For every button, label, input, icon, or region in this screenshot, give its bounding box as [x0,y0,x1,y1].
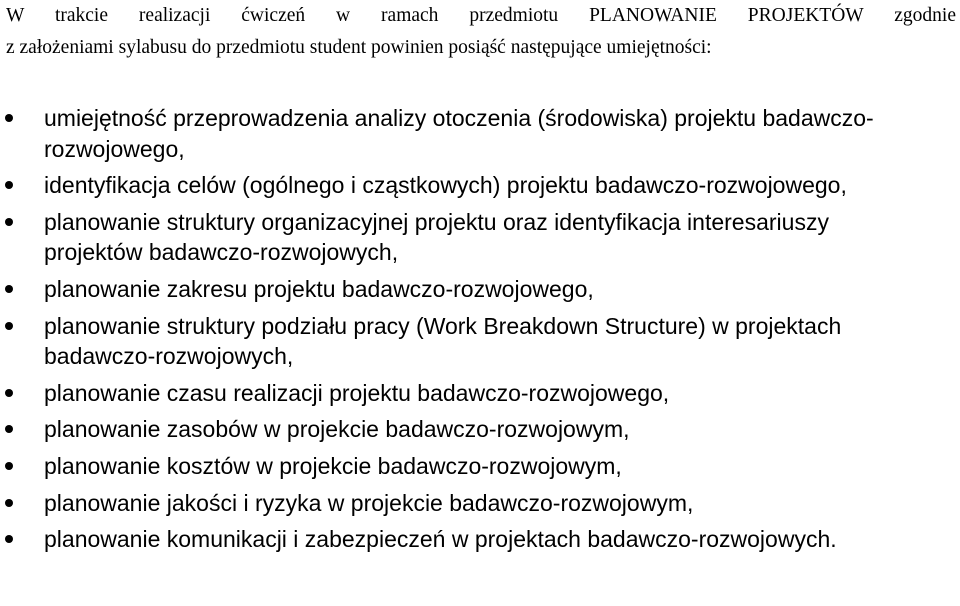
list-item-text: planowanie struktury organizacyjnej projektu oraz identyfikacja interesariuszy projektów badawczo-rozwojowych, [44,208,829,266]
list-item [0,378,924,409]
bullet-icon [5,462,13,470]
list-item [0,488,924,519]
bullet-icon [5,285,13,293]
bullet-icon [5,181,13,189]
bullet-icon [5,114,13,122]
bullet-icon [5,425,13,433]
list-item-text: planowanie kosztów w projekcie badawczo-rozwojowym, [44,452,622,479]
bullet-icon [5,389,13,397]
list-item-text: planowanie zakresu projektu badawczo-rozwojowego, [44,275,594,302]
intro-paragraph [6,0,956,64]
bullet-icon [5,499,13,507]
list-item [0,451,924,482]
bullet-icon [5,535,13,543]
list-item [0,524,924,555]
list-item [0,414,924,445]
list-item [0,311,924,372]
intro-line-1: W trakcie realizacji ćwiczeń w ramach przedmiotu PLANOWANIE PROJEKTÓW zgodnie [6,5,956,26]
intro-line-2: z założeniami sylabusu do przedmiotu student powinien posiąść następujące umiejętności: [6,37,712,58]
list-item-text: umiejętność przeprowadzenia analizy otoczenia (środowiska) projektu badawczo-rozwojowego, [44,105,874,162]
skills-list [0,103,960,561]
list-item-text: planowanie czasu realizacji projektu badawczo-rozwojowego, [44,379,670,406]
list-item-text: planowanie jakości i ryzyka w projekcie badawczo-rozwojowym, [44,489,694,516]
list-item-text: planowanie zasobów w projekcie badawczo-rozwojowym, [44,416,630,443]
bullet-icon [5,218,13,226]
list-item-text: identyfikacja celów (ogólnego i cząstkowych) projektu badawczo-rozwojowego, [44,172,847,199]
list-item [0,170,924,201]
bullet-icon [5,322,13,330]
list-item [0,207,924,268]
list-item-text: planowanie struktury podziału pracy (Work Breakdown Structure) w projektach badawczo-rozwojowych, [44,312,842,370]
list-item [0,274,924,305]
list-item-text: planowanie komunikacji i zabezpieczeń w projektach badawczo-rozwojowych. [44,526,837,553]
list-item [0,103,924,164]
